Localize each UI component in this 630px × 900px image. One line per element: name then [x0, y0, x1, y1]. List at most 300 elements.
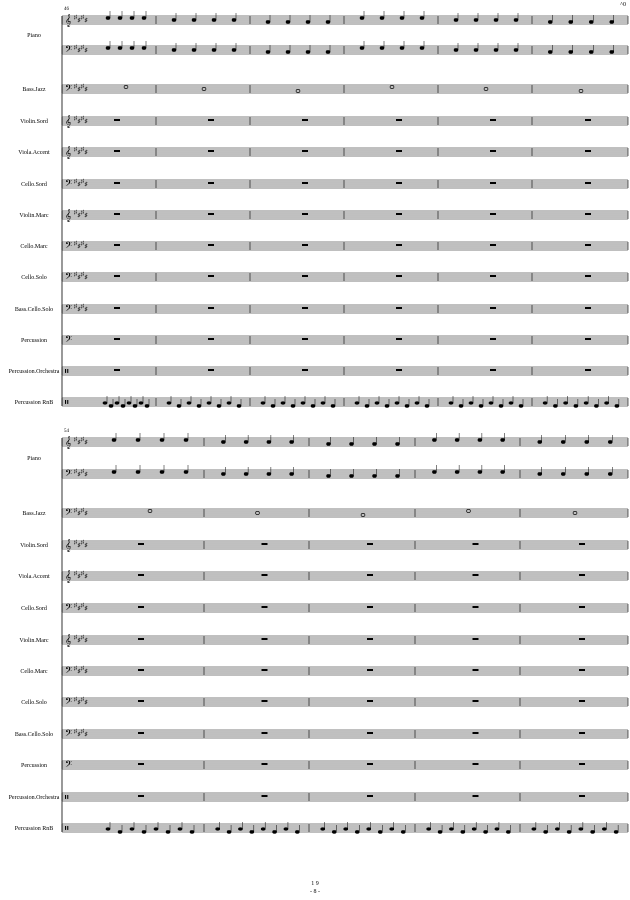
note-head: [232, 19, 236, 22]
sharp-icon: ♯: [74, 272, 77, 278]
whole-rest: [396, 338, 402, 340]
whole-rest: [396, 119, 402, 121]
note-head: [495, 828, 499, 831]
note-head: [326, 51, 330, 54]
whole-rest: [490, 213, 496, 215]
note-head: [567, 831, 571, 834]
whole-rest: [490, 244, 496, 246]
whole-rest: [302, 244, 308, 246]
whole-rest: [473, 763, 479, 765]
whole-rest: [114, 213, 120, 215]
instrument-label: Percussion.Orchestra: [8, 795, 60, 801]
note-head: [187, 402, 191, 405]
whole-rest: [473, 700, 479, 702]
note-head: [489, 402, 493, 405]
note-head: [425, 405, 429, 408]
note-head: [261, 828, 265, 831]
sharp-icon: ♯: [74, 508, 77, 514]
sharp-icon: ♯: [84, 574, 88, 580]
whole-rest: [208, 275, 214, 277]
note-head: [295, 831, 299, 834]
sharp-icon: ♯: [74, 147, 77, 153]
note-head: [136, 439, 140, 442]
sharp-icon: ♯: [81, 241, 84, 247]
whole-rest: [302, 338, 308, 340]
sharp-icon: ♯: [84, 275, 88, 281]
whole-rest: [367, 574, 373, 576]
note-head: [610, 21, 614, 24]
note-head: [212, 49, 216, 52]
note-head: [118, 831, 122, 834]
note-head: [472, 828, 476, 831]
note-head: [115, 402, 119, 405]
whole-rest: [490, 119, 496, 121]
note-head: [478, 439, 482, 442]
note-head: [548, 21, 552, 24]
sharp-icon: ♯: [77, 150, 81, 156]
note-head: [585, 473, 589, 476]
note-head: [579, 828, 583, 831]
instrument-label: Cello.Solo: [21, 275, 47, 281]
note-head: [344, 828, 348, 831]
whole-rest: [396, 369, 402, 371]
note-head: [454, 49, 458, 52]
note-head: [167, 402, 171, 405]
whole-rest: [585, 244, 591, 246]
instrument-label: Percussion: [21, 763, 47, 769]
sharp-icon: ♯: [81, 666, 84, 672]
note-head: [301, 402, 305, 405]
clef-icon: 𝄢: [65, 666, 73, 678]
note-head: [118, 17, 122, 20]
note-head: [532, 828, 536, 831]
instrument-label: Bass.Cello.Solo: [14, 307, 54, 313]
system-1: [9, 7, 628, 409]
note-head: [360, 17, 364, 20]
whole-rest: [473, 606, 479, 608]
note-head: [400, 47, 404, 50]
whole-rest: [490, 182, 496, 184]
clef-icon: 𝄞: [65, 437, 72, 449]
instrument-label: Cello.Sord: [21, 606, 47, 612]
instrument-label: Bass.Jazz: [22, 87, 46, 93]
note-head: [212, 19, 216, 22]
instrument-label: Cello.Solo: [21, 700, 47, 706]
instrument-label: Violin.Marc: [19, 213, 49, 219]
whole-rest: [579, 574, 585, 576]
sharp-icon: ♯: [77, 244, 81, 250]
whole-rest: [490, 338, 496, 340]
sharp-icon: ♯: [81, 540, 84, 546]
note-head: [561, 441, 565, 444]
note-head: [501, 439, 505, 442]
page-number: - 8 -: [310, 889, 320, 895]
note-head: [514, 49, 518, 52]
note-head: [355, 402, 359, 405]
note-head: [373, 443, 377, 446]
whole-rest: [208, 244, 214, 246]
sharp-icon: ♯: [74, 241, 77, 247]
note-head: [432, 471, 436, 474]
note-head: [390, 828, 394, 831]
note-head: [130, 828, 134, 831]
measure-number: 46: [64, 7, 69, 12]
sharp-icon: ♯: [74, 179, 77, 185]
whole-rest: [490, 275, 496, 277]
clef-icon: 𝄢: [65, 241, 73, 253]
note-head: [184, 439, 188, 442]
note-head: [564, 402, 568, 405]
note-head: [106, 828, 110, 831]
clef-icon: 𝄢: [65, 304, 73, 316]
instrument-label: Cello.Marc: [20, 669, 48, 675]
note-head: [139, 402, 143, 405]
measure-number: 54: [64, 429, 69, 434]
whole-rest: [302, 150, 308, 152]
whole-rest: [367, 763, 373, 765]
note-head: [237, 405, 241, 408]
note-head: [130, 47, 134, 50]
note-head: [192, 49, 196, 52]
sharp-icon: ♯: [81, 469, 84, 475]
sharp-icon: ♯: [81, 729, 84, 735]
note-head: [321, 828, 325, 831]
whole-rest: [579, 732, 585, 734]
note-head: [166, 831, 170, 834]
note-head: [569, 51, 573, 54]
instrument-label: Bass.Jazz: [22, 511, 46, 517]
note-head: [614, 831, 618, 834]
instrument-label: Cello.Sord: [21, 182, 47, 188]
whole-rest: [262, 795, 268, 797]
note-head: [271, 405, 275, 408]
clef-icon: 𝄞: [65, 15, 72, 27]
clef-icon: 𝄢: [65, 508, 73, 520]
note-head: [350, 475, 354, 478]
note-head: [438, 831, 442, 834]
whole-rest: [302, 213, 308, 215]
sharp-icon: ♯: [74, 697, 77, 703]
note-head: [484, 831, 488, 834]
clef-icon: 𝄢: [65, 469, 73, 481]
whole-rest: [138, 763, 144, 765]
note-head: [380, 47, 384, 50]
note-head: [109, 405, 113, 408]
sharp-icon: ♯: [74, 15, 77, 21]
note-head: [184, 471, 188, 474]
note-head: [331, 405, 335, 408]
page-corner-mark: ^0: [620, 2, 626, 8]
clef-icon: 𝄢: [65, 84, 73, 96]
whole-rest: [579, 638, 585, 640]
note-head: [291, 405, 295, 408]
note-head: [133, 405, 137, 408]
instrument-label: Piano: [27, 33, 41, 39]
whole-rest: [367, 732, 373, 734]
whole-rest: [262, 606, 268, 608]
note-head: [365, 405, 369, 408]
whole-rest: [396, 275, 402, 277]
note-head: [217, 405, 221, 408]
whole-rest: [262, 543, 268, 545]
note-head: [494, 19, 498, 22]
note-head: [103, 402, 107, 405]
note-head: [380, 17, 384, 20]
whole-rest: [262, 669, 268, 671]
instrument-label: Bass.Cello.Solo: [14, 732, 54, 738]
whole-rest: [208, 338, 214, 340]
clef-icon: 𝄢: [65, 729, 73, 741]
sharp-icon: ♯: [74, 304, 77, 310]
whole-rest: [367, 606, 373, 608]
note-head: [474, 19, 478, 22]
note-head: [555, 828, 559, 831]
whole-rest: [302, 369, 308, 371]
sharp-icon: ♯: [84, 307, 88, 313]
sharp-icon: ♯: [77, 18, 81, 24]
sharp-icon: ♯: [77, 669, 81, 675]
note-head: [266, 51, 270, 54]
note-head: [216, 828, 220, 831]
whole-rest: [302, 182, 308, 184]
note-head: [142, 17, 146, 20]
sharp-icon: ♯: [84, 119, 88, 125]
clef-icon: 𝄢: [65, 697, 73, 709]
note-head: [569, 21, 573, 24]
note-head: [326, 21, 330, 24]
sharp-icon: ♯: [84, 732, 88, 738]
clef-icon: 𝄥: [65, 792, 69, 804]
clef-icon: 𝄞: [65, 147, 72, 159]
clef-icon: 𝄢: [65, 272, 73, 284]
note-head: [160, 471, 164, 474]
whole-rest: [302, 275, 308, 277]
note-head: [589, 51, 593, 54]
whole-rest: [262, 700, 268, 702]
whole-rest: [585, 213, 591, 215]
note-head: [142, 47, 146, 50]
clef-icon: 𝄞: [65, 571, 72, 583]
whole-rest: [473, 638, 479, 640]
note-head: [360, 47, 364, 50]
sharp-icon: ♯: [84, 182, 88, 188]
sharp-icon: ♯: [84, 48, 88, 54]
whole-rest: [114, 369, 120, 371]
note-head: [454, 19, 458, 22]
whole-rest: [208, 307, 214, 309]
sharp-icon: ♯: [81, 635, 84, 641]
note-head: [154, 828, 158, 831]
whole-rest: [367, 669, 373, 671]
note-head: [286, 21, 290, 24]
note-head: [519, 405, 523, 408]
whole-rest: [114, 150, 120, 152]
note-head: [395, 402, 399, 405]
sharp-icon: ♯: [81, 179, 84, 185]
note-head: [400, 17, 404, 20]
note-head: [207, 402, 211, 405]
note-head: [250, 831, 254, 834]
whole-rest: [138, 606, 144, 608]
clef-icon: 𝄢: [65, 45, 73, 57]
note-head: [118, 47, 122, 50]
note-head: [286, 51, 290, 54]
clef-icon: 𝄢: [65, 760, 73, 772]
note-head: [306, 21, 310, 24]
whole-rest: [396, 244, 402, 246]
note-head: [221, 473, 225, 476]
note-head: [605, 402, 609, 405]
note-head: [401, 831, 405, 834]
note-head: [238, 828, 242, 831]
sharp-icon: ♯: [77, 732, 81, 738]
sharp-icon: ♯: [74, 540, 77, 546]
note-head: [548, 51, 552, 54]
note-head: [405, 405, 409, 408]
whole-rest: [473, 543, 479, 545]
sharp-icon: ♯: [77, 511, 81, 517]
note-head: [420, 17, 424, 20]
note-head: [112, 439, 116, 442]
clef-icon: 𝄢: [65, 179, 73, 191]
whole-rest: [473, 574, 479, 576]
whole-rest: [114, 307, 120, 309]
whole-rest: [114, 119, 120, 121]
page-footer-line1: 1 9: [311, 881, 319, 887]
note-head: [281, 402, 285, 405]
note-head: [267, 473, 271, 476]
note-head: [373, 475, 377, 478]
whole-rest: [579, 543, 585, 545]
instrument-label: Violin.Marc: [19, 638, 49, 644]
sharp-icon: ♯: [77, 87, 81, 93]
note-head: [610, 51, 614, 54]
instrument-label: Viola.Accent: [18, 574, 50, 580]
whole-rest: [579, 763, 585, 765]
whole-rest: [262, 638, 268, 640]
whole-rest: [579, 669, 585, 671]
note-head: [130, 17, 134, 20]
whole-rest: [579, 795, 585, 797]
whole-rest: [367, 700, 373, 702]
note-head: [561, 473, 565, 476]
note-head: [267, 441, 271, 444]
note-head: [172, 49, 176, 52]
instrument-label: Violin.Sord: [20, 543, 48, 549]
whole-rest: [579, 606, 585, 608]
note-head: [420, 47, 424, 50]
sharp-icon: ♯: [77, 213, 81, 219]
note-head: [459, 405, 463, 408]
note-head: [538, 441, 542, 444]
whole-rest: [473, 669, 479, 671]
sharp-icon: ♯: [81, 304, 84, 310]
whole-rest: [579, 700, 585, 702]
whole-rest: [262, 763, 268, 765]
sharp-icon: ♯: [77, 543, 81, 549]
clef-icon: 𝄥: [65, 397, 69, 409]
sharp-icon: ♯: [74, 571, 77, 577]
sharp-icon: ♯: [77, 700, 81, 706]
whole-rest: [367, 638, 373, 640]
instrument-label: Piano: [27, 456, 41, 462]
note-head: [127, 402, 131, 405]
system-2: [9, 429, 628, 835]
sharp-icon: ♯: [74, 437, 77, 443]
sharp-icon: ♯: [74, 729, 77, 735]
note-head: [327, 443, 331, 446]
sharp-icon: ♯: [77, 606, 81, 612]
note-head: [608, 473, 612, 476]
sharp-icon: ♯: [81, 571, 84, 577]
note-head: [538, 473, 542, 476]
whole-rest: [396, 213, 402, 215]
note-head: [594, 405, 598, 408]
whole-rest: [138, 732, 144, 734]
note-head: [544, 831, 548, 834]
whole-rest: [490, 369, 496, 371]
note-head: [608, 441, 612, 444]
note-head: [321, 402, 325, 405]
note-head: [427, 828, 431, 831]
note-head: [509, 402, 513, 405]
whole-rest: [585, 307, 591, 309]
note-head: [455, 439, 459, 442]
clef-icon: 𝄢: [65, 603, 73, 615]
clef-icon: 𝄞: [65, 540, 72, 552]
note-head: [273, 831, 277, 834]
sharp-icon: ♯: [74, 603, 77, 609]
note-head: [311, 405, 315, 408]
sharp-icon: ♯: [84, 244, 88, 250]
whole-rest: [262, 732, 268, 734]
note-head: [284, 828, 288, 831]
sharp-icon: ♯: [81, 437, 84, 443]
sharp-icon: ♯: [84, 543, 88, 549]
note-head: [327, 475, 331, 478]
note-head: [455, 471, 459, 474]
whole-rest: [473, 795, 479, 797]
sharp-icon: ♯: [84, 440, 88, 446]
sharp-icon: ♯: [84, 638, 88, 644]
whole-rest: [138, 795, 144, 797]
note-head: [602, 828, 606, 831]
note-head: [350, 443, 354, 446]
clef-icon: 𝄥: [65, 823, 69, 835]
sharp-icon: ♯: [81, 15, 84, 21]
sharp-icon: ♯: [84, 18, 88, 24]
note-head: [501, 471, 505, 474]
note-head: [591, 831, 595, 834]
note-head: [543, 402, 547, 405]
whole-rest: [367, 795, 373, 797]
sharp-icon: ♯: [74, 469, 77, 475]
sharp-icon: ♯: [77, 472, 81, 478]
note-head: [142, 831, 146, 834]
sharp-icon: ♯: [77, 119, 81, 125]
sharp-icon: ♯: [74, 84, 77, 90]
note-head: [385, 405, 389, 408]
note-head: [106, 17, 110, 20]
note-head: [290, 473, 294, 476]
note-head: [449, 402, 453, 405]
note-head: [396, 443, 400, 446]
whole-rest: [262, 574, 268, 576]
sharp-icon: ♯: [81, 697, 84, 703]
whole-rest: [396, 150, 402, 152]
sharp-icon: ♯: [74, 666, 77, 672]
note-head: [172, 19, 176, 22]
